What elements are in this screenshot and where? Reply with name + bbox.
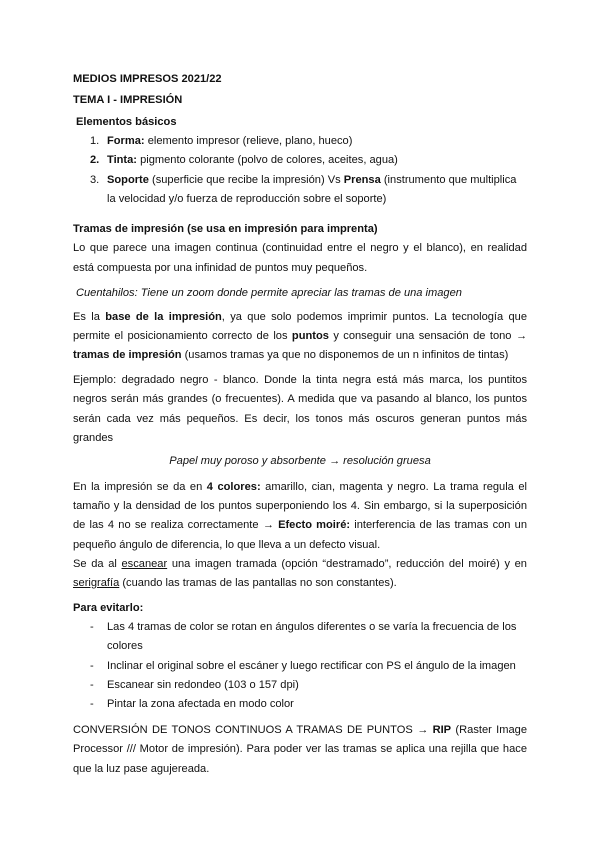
paragraph-line: serán cada vez más pequeños. Es decir, los tonos más oscuros generan puntos más [73, 413, 527, 425]
paragraph-line: tamaño y la densidad de los puntos superponiendo los 4. Sin embargo, si la superposición [73, 500, 527, 512]
paragraph-line: grandes [73, 432, 114, 444]
paragraph-line: CONVERSIÓN DE TONOS CONTINUOS A TRAMAS DE PUNTOS → RIP (Raster Image [73, 724, 527, 736]
paragraph-line: En la impresión se da en 4 colores: amarillo, cian, magenta y negro. La trama regula el [73, 481, 527, 493]
paragraph-line: Se da al escanear una imagen tramada (opción “destramado”, reducción del moiré) y en [73, 558, 527, 570]
paragraph-line: Ejemplo: degradado negro - blanco. Donde la tinta negra está más marca, los puntitos [73, 374, 527, 386]
cuentahilos-note: Cuentahilos: Tiene un zoom donde permite apreciar las tramas de una imagen [76, 287, 462, 299]
paragraph-line: que la luz pase agujereada. [73, 763, 210, 775]
paragraph-line: permite el posicionamiento correcto de los puntos y conseguir una sensación de tono → [73, 330, 527, 342]
paragraph-line: pequeño ángulo de diferencia, lo que lleva a un defecto visual. [73, 539, 381, 551]
topic-title: TEMA I - IMPRESIÓN [73, 94, 183, 106]
list-item-continuation: colores [107, 640, 143, 652]
list-item-continuation: la velocidad y/o fuerza de reproducción sobre el soporte) [107, 193, 387, 205]
paragraph-line: Es la base de la impresión, ya que solo podemos imprimir puntos. La tecnología que [73, 311, 528, 323]
course-title: MEDIOS IMPRESOS 2021/22 [73, 73, 222, 85]
paragraph-line: de las 4 no se realiza correctamente → Efecto moiré: interferencia de las tramas con un [73, 519, 527, 531]
evitar-heading: Para evitarlo: [73, 602, 144, 614]
paragraph-line: tramas de impresión (usamos tramas ya que no disponemos de un n infinitos de tintas) [73, 349, 509, 361]
paragraph-line: Processor /// Motor de impresión). Para poder ver las tramas se aplica una rejilla que hace [73, 743, 527, 755]
paragraph-line: está compuesta por una infinidad de puntos muy pequeños. [73, 262, 368, 274]
papel-note: Papel muy poroso y absorbente → resolución gruesa [169, 455, 431, 467]
elementos-heading: Elementos básicos [76, 116, 177, 128]
paragraph-line: negros serán más grandes (o frecuentes). A medida que va pasando al blanco, los puntos [73, 393, 527, 405]
paragraph-line: serigrafía (cuando las tramas de las pantallas no son constantes). [73, 577, 397, 589]
tramas-heading: Tramas de impresión (se usa en impresión para imprenta) [73, 223, 378, 235]
paragraph-line: Lo que parece una imagen continua (continuidad entre el negro y el blanco), en realidad [73, 242, 527, 254]
